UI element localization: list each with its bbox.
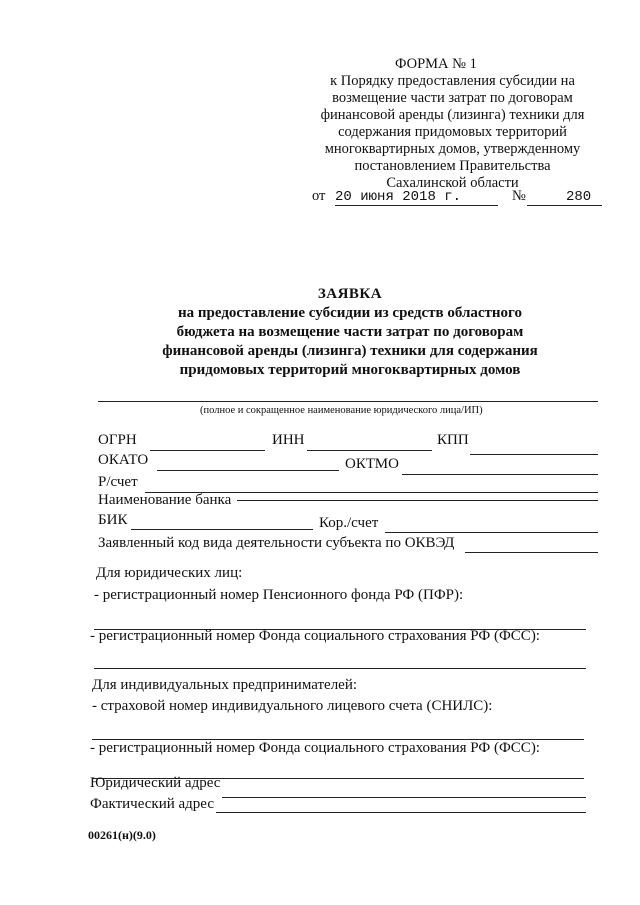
individuals-heading: Для индивидуальных предпринимателей:: [92, 677, 358, 693]
individual-fss-label: - регистрационный номер Фонда социального страхования РФ (ФСС):: [90, 740, 540, 756]
ogrn-label: ОГРН: [98, 432, 137, 448]
number-underline: [527, 205, 602, 206]
application-title-block: [160, 285, 540, 380]
okato-label: ОКАТО: [98, 452, 149, 468]
header-line: к Порядку предоставления субсидии на: [330, 73, 575, 89]
actual-address-field[interactable]: [216, 812, 586, 813]
header-line: постановлением Правительства: [354, 158, 551, 174]
corr-account-label: Кор./счет: [319, 515, 379, 531]
bik-label: БИК: [98, 512, 128, 528]
pfr-label: - регистрационный номер Пенсионного фонда РФ (ПФР):: [94, 587, 464, 603]
organization-name-caption: (полное и сокращенное наименование юридического лица/ИП): [200, 405, 483, 416]
header-line: финансовой аренды (лизинга) техники для: [320, 107, 585, 123]
date-value: 20 июня 2018 г.: [335, 189, 462, 205]
application-subtitle-line: финансовой аренды (лизинга) техники для содержания: [162, 343, 538, 359]
application-title: ЗАЯВКА: [317, 286, 383, 302]
number-prefix: №: [512, 188, 526, 204]
form-title: ФОРМА № 1: [395, 56, 477, 72]
decree-date-number: [312, 188, 461, 205]
bik-field[interactable]: [131, 529, 313, 530]
application-subtitle-line: придомовых территорий многоквартирных домов: [179, 362, 521, 378]
okved-field[interactable]: [465, 552, 598, 553]
bank-name-field[interactable]: [237, 500, 598, 501]
inn-field[interactable]: [307, 450, 432, 451]
header-line: содержания придомовых территорий: [338, 124, 567, 140]
form-code: 00261(н)(9.0): [88, 828, 156, 842]
oktmo-label: ОКТМО: [345, 456, 399, 472]
form-header: [300, 56, 605, 192]
kpp-field[interactable]: [470, 454, 598, 455]
organization-name-field[interactable]: [98, 401, 598, 402]
oktmo-field[interactable]: [402, 474, 598, 475]
legal-address-label: Юридический адрес: [90, 775, 221, 791]
kpp-label: КПП: [437, 432, 469, 448]
date-prefix: от: [312, 188, 326, 204]
snils-label: - страховой номер индивидуального лицевого счета (СНИЛС):: [92, 698, 493, 714]
actual-address-label: Фактический адрес: [90, 796, 214, 812]
legal-address-field[interactable]: [222, 797, 586, 798]
legal-entities-heading: Для юридических лиц:: [96, 565, 243, 581]
header-line: возмещение части затрат по договорам: [332, 90, 573, 106]
ogrn-field[interactable]: [150, 450, 265, 451]
okved-label: Заявленный код вида деятельности субъекта по ОКВЭД: [98, 535, 455, 551]
header-line: многоквартирных домов, утвержденному: [324, 141, 581, 157]
legal-fss-label: - регистрационный номер Фонда социального страхования РФ (ФСС):: [90, 628, 540, 644]
account-label: Р/счет: [98, 474, 138, 490]
date-underline: [335, 205, 498, 206]
legal-fss-field[interactable]: [94, 668, 586, 669]
application-subtitle-line: на предоставление субсидии из средств областного: [178, 305, 522, 321]
bank-name-label: Наименование банка: [98, 492, 232, 508]
corr-account-field[interactable]: [385, 532, 598, 533]
header-line: Сахалинской области: [386, 175, 519, 191]
application-subtitle-line: бюджета на возмещение части затрат по договорам: [176, 324, 524, 340]
inn-label: ИНН: [272, 432, 305, 448]
okato-field[interactable]: [157, 470, 339, 471]
number-value: 280: [566, 189, 592, 205]
